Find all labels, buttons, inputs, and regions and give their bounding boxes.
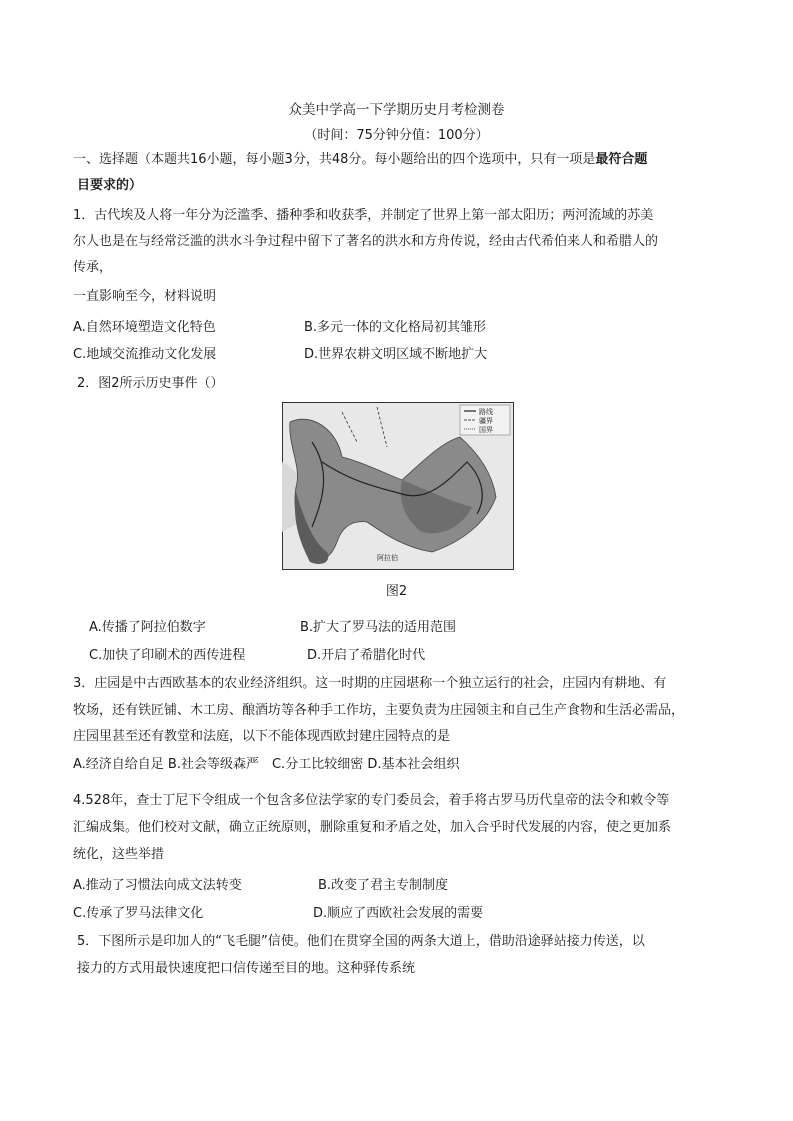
- q4-option-b: B.改变了君主专制制度: [318, 878, 449, 893]
- q2-option-a: A.传播了阿拉伯数字: [89, 620, 206, 635]
- q2-option-d: D.开启了希腊化时代: [307, 648, 426, 663]
- exam-title: 众美中学高一下学期历史月考检测卷: [288, 102, 505, 118]
- q1-option-a: A.自然环境塑造文化特色: [73, 320, 216, 335]
- alexander-campaign-map: [282, 402, 514, 570]
- q1-option-b: B.多元一体的文化格局初其雏形: [304, 320, 487, 335]
- legend-national-border-label: 国界: [479, 426, 493, 434]
- q4-stem-line-1: 4.528年，查士丁尼下令组成一个包含多位法学家的专门委员会，着手将古罗马历代皇帝的法令和敕令等: [73, 793, 670, 808]
- q3-stem-line-2: 牧场，还有铁匠铺、木工房、酿酒坊等各种手工作坊，主要负责为庄园领主和自己生产食物和生活必需品，: [73, 703, 685, 718]
- legend-border-label: 疆界: [479, 417, 493, 425]
- q4-option-c: C.传承了罗马法律文化: [73, 906, 204, 921]
- q3-stem-line-1: 3．庄园是中古西欧基本的农业经济组织。这一时期的庄园堪称一个独立运行的社会，庄园内有耕地、有: [73, 676, 667, 691]
- section-instruction-text: 一、选择题（本题共16小题，每小题3分，共48分。每小题给出的四个选项中，只有一项是: [73, 152, 596, 167]
- legend-route-label: 路线: [479, 408, 493, 416]
- q1-option-d: D.世界农耕文明区域不断地扩大: [304, 347, 488, 362]
- q1-option-c: C.地域交流推动文化发展: [73, 347, 217, 362]
- q4-stem-line-2: 汇编成集。他们校对文献，确立正统原则，删除重复和矛盾之处，加入合乎时代发展的内容，使之更加系: [73, 820, 672, 835]
- map-label-arabia: 阿拉伯: [377, 554, 398, 562]
- q5-stem-line-2: 接力的方式用最快速度把口信传递至目的地。这种驿传系统: [77, 961, 416, 976]
- q5-stem-line-1: 5．下图所示是印加人的“飞毛腿”信使。他们在贯穿全国的两条大道上，借助沿途驿站接力传送，以: [77, 934, 645, 949]
- q2-option-c: C.加快了印刷术的西传进程: [89, 648, 246, 663]
- q3-options: A.经济自给自足 B.社会等级森严 C.分工比较细密 D.基本社会组织: [73, 757, 460, 772]
- q2-option-b: B.扩大了罗马法的适用范围: [300, 620, 457, 635]
- section-instruction-line-1: [73, 151, 733, 169]
- q1-stem-line-4: 一直影响至今，材料说明: [73, 289, 217, 304]
- q1-stem-line-3: 传承，: [73, 260, 113, 275]
- q4-stem-line-3: 统化，这些举措: [73, 847, 165, 862]
- q3-stem-line-3: 庄园里甚至还有教堂和法庭，以下不能体现西欧封建庄园特点的是: [73, 729, 451, 744]
- q1-stem-line-2: 尔人也是在与经常泛滥的洪水斗争过程中留下了著名的洪水和方舟传说，经由古代希伯来人和希腊人的: [73, 234, 659, 249]
- section-instruction-bold: 最符合题: [595, 152, 648, 167]
- q1-stem-line-1: 1．古代埃及人将一年分为泛滥季、播种季和收获季，并制定了世界上第一部太阳历；两河流域的苏美: [73, 208, 654, 223]
- q4-option-a: A.推动了习惯法向成文法转变: [73, 878, 242, 893]
- section-instruction-line-2: 目要求的）: [77, 178, 143, 193]
- q2-stem: 2．图2所示历史事件（）: [77, 376, 224, 391]
- exam-subtitle: （时间：75分钟分值：100分）: [304, 128, 489, 143]
- figure-caption: 图2: [385, 584, 408, 599]
- q4-option-d: D.顺应了西欧社会发展的需要: [313, 906, 484, 921]
